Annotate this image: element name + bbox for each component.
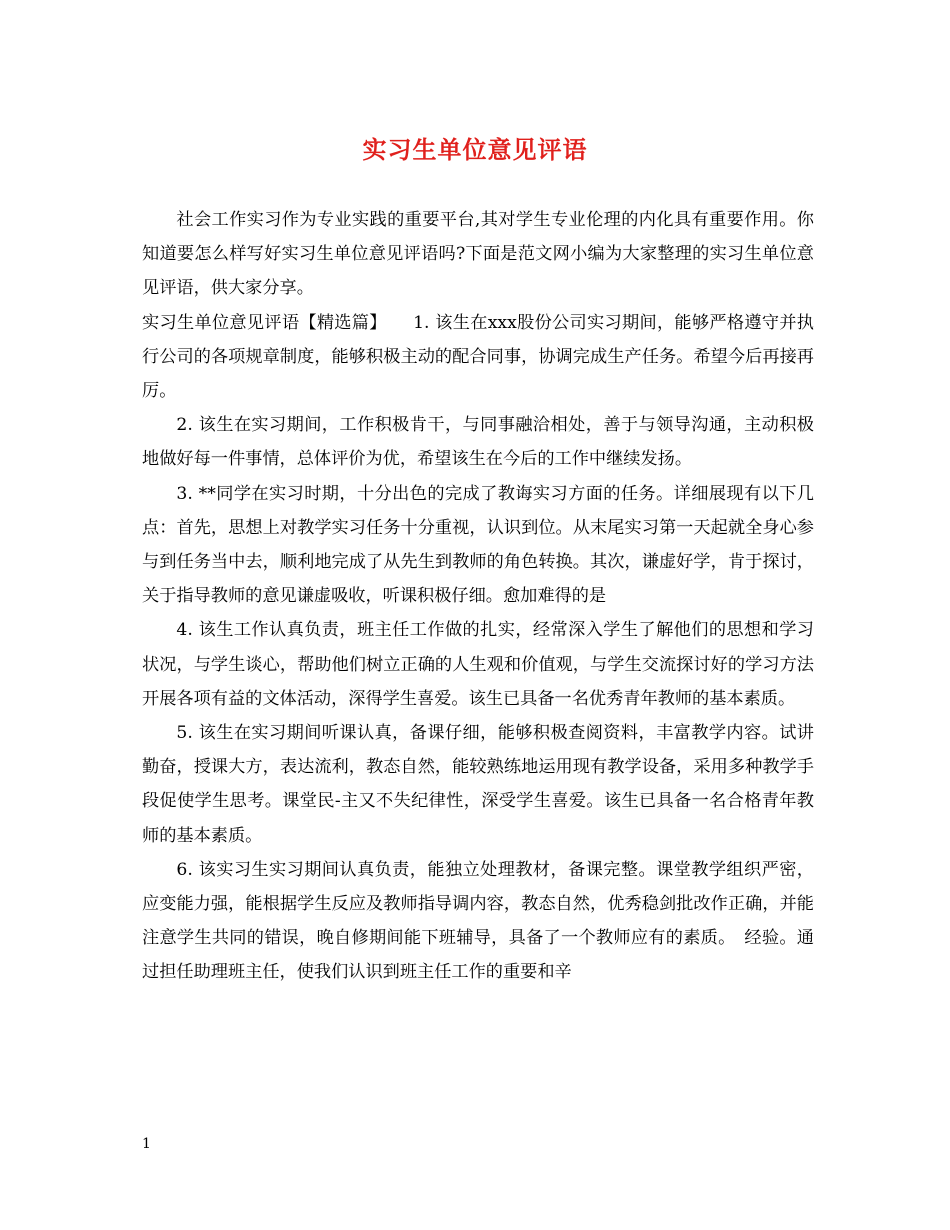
page-number: 1 [142,1136,151,1152]
paragraph-item-3: 3. **同学在实习时期，十分出色的完成了教诲实习方面的任务。详细展现有以下几点：首先，思想上对教学实习任务十分重视，认识到位。从末尾实习第一天起就全身心参与到任务当中去，顺利地完成了从先生到教师的角色转换。其次，谦虚好学，肯于探讨，关于指导教师的意见谦虚吸收，听课积极仔细。愈加难得的是 [142,483,814,607]
paragraph-item-6: 6. 该实习生实习期间认真负责，能独立处理教材，备课完整。课堂教学组织严密，应变能力强，能根据学生反应及教师指导调内容，教态自然，优秀稳剑批改作正确，并能注意学生共同的错误，晚自修期间能下班辅导，具备了一个教师应有的素质。 经验。通过担任助理班主任，使我们认识到班主任工作的重要和辛 [142,859,814,983]
paragraph-item-1: 实习生单位意见评语【精选篇】 1. 该生在xxx股份公司实习期间，能够严格遵守并执行公司的各项规章制度，能够积极主动的配合同事，协调完成生产任务。希望今后再接再厉。 [142,312,814,402]
paragraph-item-4: 4. 该生工作认真负责，班主任工作做的扎实，经常深入学生了解他们的思想和学习状况，与学生谈心，帮助他们树立正确的人生观和价值观，与学生交流探讨好的学习方法开展各项有益的文体活动，深得学生喜爱。该生已具备一名优秀青年教师的基本素质。 [142,620,814,709]
page-title: 实习生单位意见评语 [362,135,588,164]
document-body [142,203,814,990]
paragraph-intro: 社会工作实习作为专业实践的重要平台,其对学生专业伦理的内化具有重要作用。你知道要怎么样写好实习生单位意见评语吗?下面是范文网小编为大家整理的实习生单位意见评语，供大家分享。 [142,210,814,299]
paragraph-item-2: 2. 该生在实习期间，工作积极肯干，与同事融洽相处，善于与领导沟通，主动积极地做好每一件事情，总体评价为优，希望该生在今后的工作中继续发扬。 [142,415,814,470]
paragraph-item-5: 5. 该生在实习期间听课认真，备课仔细，能够积极查阅资料，丰富教学内容。试讲勤奋，授课大方，表达流利，教态自然，能较熟练地运用现有教学设备，采用多种教学手段促使学生思考。课堂民-主又不失纪律性，深受学生喜爱。该生已具备一名合格青年教师的基本素质。 [142,723,814,846]
